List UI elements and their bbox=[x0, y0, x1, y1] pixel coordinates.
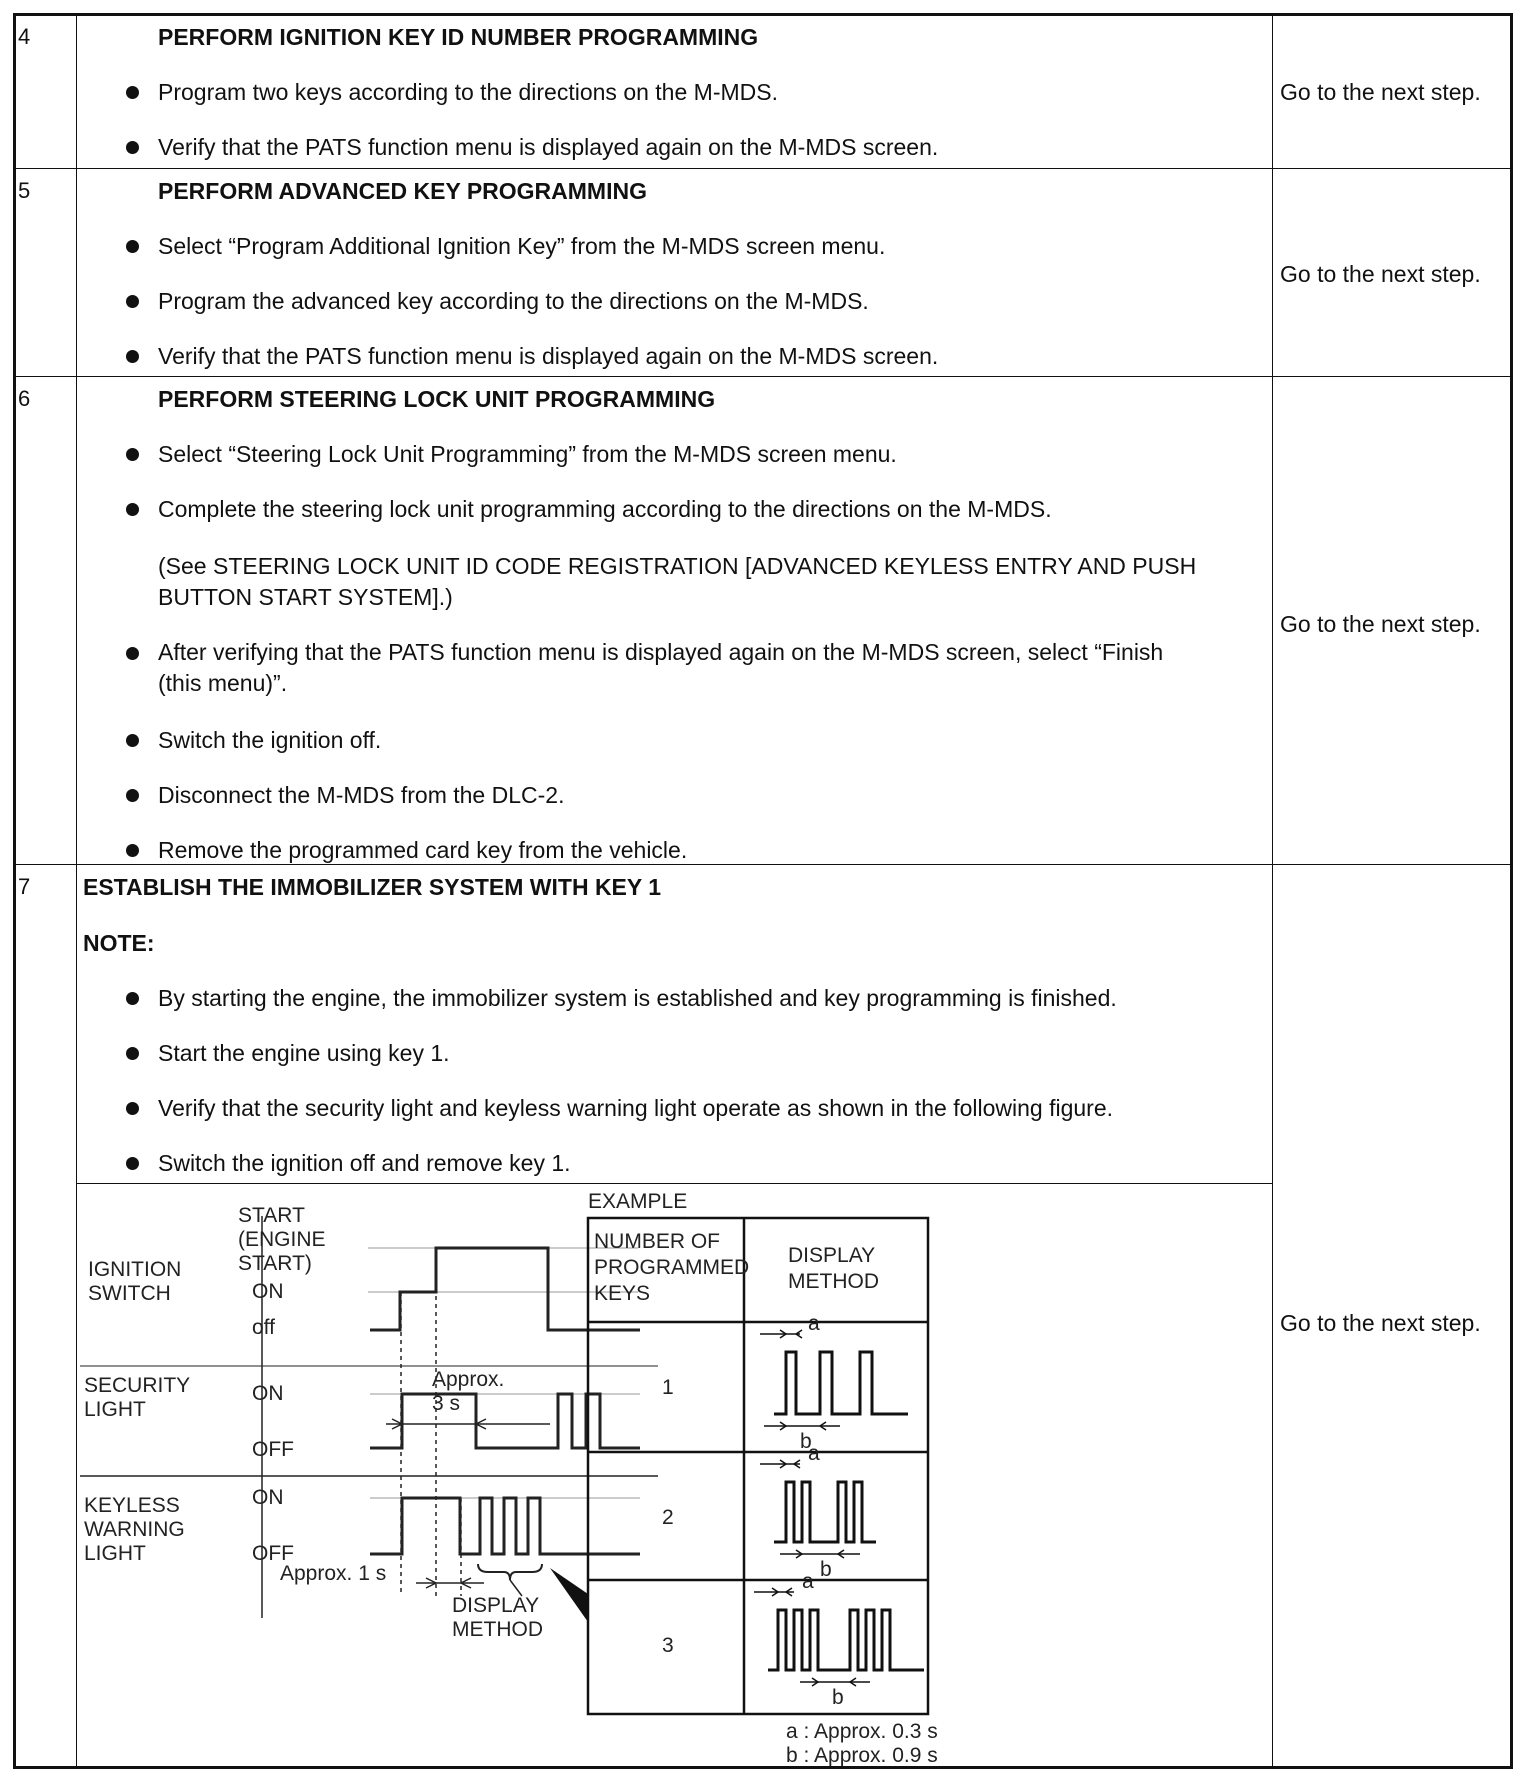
callout-wedge bbox=[550, 1568, 588, 1622]
dim-label-b: b bbox=[800, 1430, 812, 1453]
keyless-waveform bbox=[370, 1498, 640, 1554]
step-action: Go to the next step. bbox=[1280, 611, 1481, 637]
step-title: ESTABLISH THE IMMOBILIZER SYSTEM WITH KEY 1 bbox=[83, 874, 662, 900]
fig-label: START) bbox=[238, 1252, 312, 1275]
bullet-icon bbox=[126, 448, 139, 461]
example-label: EXAMPLE bbox=[588, 1190, 688, 1213]
bullet-icon bbox=[126, 503, 139, 516]
fig-label: (ENGINE bbox=[238, 1228, 326, 1251]
display-method-3 bbox=[768, 1610, 924, 1670]
table-header: NUMBER OF bbox=[594, 1230, 720, 1253]
table-border-top bbox=[13, 13, 1513, 16]
dim-label-a: a bbox=[808, 1312, 820, 1335]
fig-label: KEYLESS bbox=[84, 1494, 180, 1517]
bullet-icon bbox=[126, 240, 139, 253]
fig-label: ON bbox=[252, 1486, 284, 1509]
fig-label: OFF bbox=[252, 1438, 294, 1461]
row-divider bbox=[13, 376, 1513, 377]
keys-count: 1 bbox=[662, 1376, 674, 1399]
step-action: Go to the next step. bbox=[1280, 79, 1481, 105]
step-number: 5 bbox=[18, 178, 31, 203]
bullet-icon bbox=[126, 992, 139, 1005]
bullet-icon bbox=[126, 141, 139, 154]
bullet-icon bbox=[126, 1102, 139, 1115]
step-bullet: Start the engine using key 1. bbox=[158, 1040, 450, 1066]
bullet-icon bbox=[126, 295, 139, 308]
step-title: PERFORM IGNITION KEY ID NUMBER PROGRAMMING bbox=[158, 24, 759, 50]
row-divider bbox=[13, 168, 1513, 169]
fig-label: 3 s bbox=[432, 1392, 461, 1415]
fig-label: DISPLAY bbox=[452, 1594, 540, 1617]
fig-label: METHOD bbox=[452, 1618, 543, 1641]
bullet-icon bbox=[126, 647, 139, 660]
step-bullet: Program the advanced key according to the directions on the M-MDS. bbox=[158, 288, 869, 314]
step-number: 7 bbox=[18, 874, 31, 899]
step-bullet: Disconnect the M-MDS from the DLC-2. bbox=[158, 782, 565, 808]
step-action: Go to the next step. bbox=[1280, 1310, 1481, 1336]
step-number: 6 bbox=[18, 386, 31, 411]
table-border-bottom bbox=[13, 1766, 1513, 1769]
see-reference: (See STEERING LOCK UNIT ID CODE REGISTRATION [ADVANCED KEYLESS ENTRY AND PUSH BUTTON START SYSTEM].) bbox=[158, 553, 1197, 610]
keys-count: 2 bbox=[662, 1506, 674, 1529]
step-action: Go to the next step. bbox=[1280, 261, 1481, 287]
table-header: KEYS bbox=[594, 1282, 651, 1305]
column-divider-action bbox=[1272, 13, 1273, 1769]
dim-label-b: b bbox=[832, 1686, 844, 1709]
fig-label: IGNITION bbox=[88, 1258, 182, 1281]
bullet-icon bbox=[126, 350, 139, 363]
fig-label: Approx. bbox=[432, 1368, 505, 1391]
step-title: PERFORM ADVANCED KEY PROGRAMMING bbox=[158, 178, 647, 204]
step-number: 4 bbox=[18, 24, 31, 49]
fig-label: WARNING bbox=[84, 1518, 185, 1541]
step-bullet: Verify that the PATS function menu is displayed again on the M-MDS screen. bbox=[158, 343, 939, 369]
keys-count: 3 bbox=[662, 1634, 674, 1657]
table-header: DISPLAY bbox=[788, 1244, 876, 1267]
bullet-icon bbox=[126, 1047, 139, 1060]
bullet-icon bbox=[126, 734, 139, 747]
table-header: METHOD bbox=[788, 1270, 879, 1293]
bullet-icon bbox=[126, 844, 139, 857]
fig-label: LIGHT bbox=[84, 1398, 146, 1421]
dim-label-b: b bbox=[820, 1558, 832, 1581]
bullet-icon bbox=[126, 86, 139, 99]
fig-label: SECURITY bbox=[84, 1374, 191, 1397]
note-label: NOTE: bbox=[83, 930, 155, 956]
fig-label: SWITCH bbox=[88, 1282, 171, 1305]
column-divider-number bbox=[76, 13, 77, 1769]
table-border-right bbox=[1510, 13, 1513, 1769]
bullet-icon bbox=[126, 789, 139, 802]
step-title: PERFORM STEERING LOCK UNIT PROGRAMMING bbox=[158, 386, 716, 412]
fig-label: START bbox=[238, 1204, 305, 1227]
step-bullet: Switch the ignition off and remove key 1. bbox=[158, 1150, 571, 1176]
fig-label: LIGHT bbox=[84, 1542, 146, 1565]
table-header: PROGRAMMED bbox=[594, 1256, 750, 1279]
fig-label: ON bbox=[252, 1280, 284, 1303]
step-bullet: Select “Steering Lock Unit Programming” from the M-MDS screen menu. bbox=[158, 441, 897, 467]
fig-label: Approx. 1 s bbox=[280, 1562, 387, 1585]
step-bullet: Select “Program Additional Ignition Key” from the M-MDS screen menu. bbox=[158, 233, 886, 259]
legend-b: b : Approx. 0.9 s bbox=[786, 1744, 938, 1766]
row-divider bbox=[13, 864, 1513, 865]
dim-label-a: a bbox=[808, 1442, 820, 1465]
legend-a: a : Approx. 0.3 s bbox=[786, 1720, 938, 1743]
step-bullet: Program two keys according to the directions on the M-MDS. bbox=[158, 79, 778, 105]
display-method-2 bbox=[774, 1482, 876, 1542]
fig-label: off bbox=[252, 1316, 275, 1339]
fig-label: OFF bbox=[252, 1542, 294, 1565]
step-bullet: Switch the ignition off. bbox=[158, 727, 382, 753]
fig-label: ON bbox=[252, 1382, 284, 1405]
step-bullet: Remove the programmed card key from the vehicle. bbox=[158, 837, 688, 863]
dim-label-a: a bbox=[802, 1570, 814, 1593]
step-bullet: Verify that the security light and keyless warning light operate as shown in the following figure. bbox=[158, 1095, 1114, 1121]
step-bullet: Complete the steering lock unit programming according to the directions on the M-MDS. bbox=[158, 496, 1052, 522]
step-bullet: After verifying that the PATS function menu is displayed again on the M-MDS screen, select “Finish (this menu)”. bbox=[158, 639, 1164, 696]
step-bullet: Verify that the PATS function menu is displayed again on the M-MDS screen. bbox=[158, 134, 939, 160]
display-method-1 bbox=[774, 1352, 908, 1414]
step-bullet: By starting the engine, the immobilizer system is established and key programming is finished. bbox=[158, 985, 1117, 1011]
security-waveform bbox=[370, 1394, 640, 1448]
table-border-left bbox=[13, 13, 16, 1769]
timing-diagram-figure bbox=[80, 1186, 1080, 1766]
bullet-icon bbox=[126, 1157, 139, 1170]
figure-separator bbox=[76, 1183, 1272, 1184]
